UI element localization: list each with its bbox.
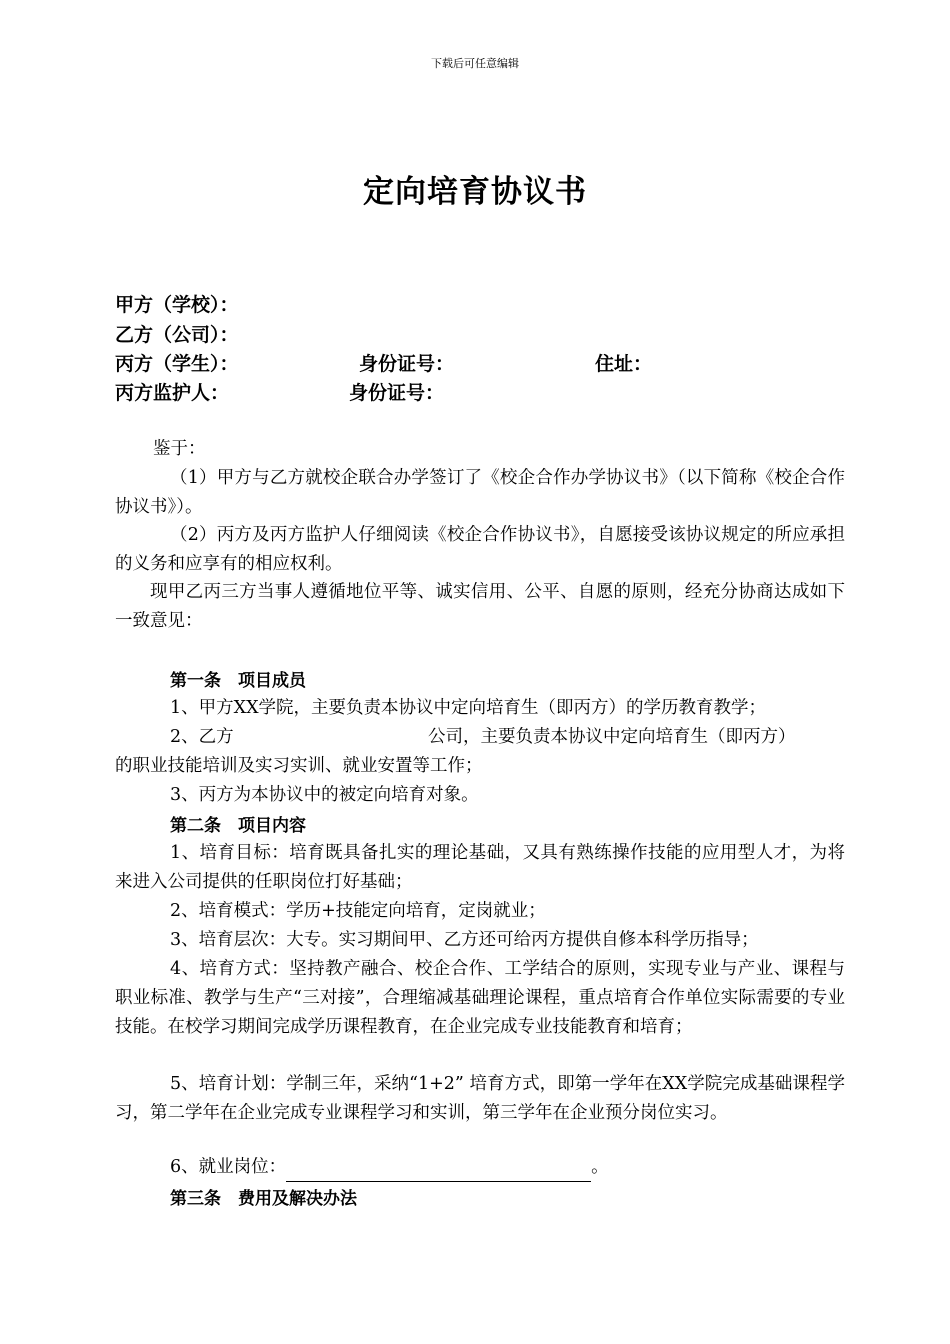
whereas-label: 鉴于：	[153, 439, 206, 459]
party-b-label: 乙方（公司）：	[115, 324, 239, 346]
employment-position-blank	[286, 1163, 591, 1182]
preamble-agreement: 现甲乙丙三方当事人遵循地位平等、诚实信用、公平、自愿的原则，经充分协商达成如下一致意见：	[115, 582, 845, 631]
guardian-label: 丙方监护人：	[115, 382, 230, 404]
party-c-address-label: 住址：	[595, 353, 653, 375]
article-2-item-4: 4、培育方式：坚持教产融合、校企合作、工学结合的原则，实现专业与产业、课程与职业标准、教学与生产“三对接”，合理缩减基础理论课程，重点培育合作单位实际需要的专业技能。在校学习期间完成学历课程教育，在企业完成专业技能教育和培育；	[115, 959, 845, 1037]
article-2-item-5: 5、培育计划：学制三年，采纳“1+2” 培育方式，即第一学年在XX学院完成基础课程学习，第二学年在企业完成专业课程学习和实训，第三学年在企业预分岗位实习。	[115, 1074, 845, 1123]
article-1-item-1: 1、甲方XX学院，主要负责本协议中定向培育生（即丙方）的学历教育教学；	[170, 698, 767, 718]
party-a-label: 甲方（学校）：	[115, 294, 239, 316]
article-1-heading: 第一条 项目成员	[170, 671, 306, 691]
article-2-item-2: 2、培育模式：学历+技能定向培育，定岗就业；	[170, 901, 546, 921]
article-1-item-2-cont: 的职业技能培训及实习实训、就业安置等工作；	[115, 756, 483, 776]
article-2-item-3: 3、培育层次：大专。实习期间甲、乙方还可给丙方提供自修本科学历指导；	[170, 930, 759, 950]
preamble-item-1: （1）甲方与乙方就校企联合办学签订了《校企合作办学协议书》（以下简称《校企合作协议书》）。	[115, 468, 845, 517]
preamble-item-2: （2）丙方及丙方监护人仔细阅读《校企合作协议书》，自愿接受该协议规定的所应承担的义务和应享有的相应权利。	[115, 525, 845, 574]
guardian-id-label: 身份证号：	[349, 382, 445, 404]
employment-position-end: 。	[591, 1157, 609, 1177]
article-2-item-1: 1、培育目标：培育既具备扎实的理论基础，又具有熟练操作技能的应用型人才，为将来进入公司提供的任职岗位打好基础；	[115, 843, 845, 892]
party-c-label: 丙方（学生）：	[115, 353, 239, 375]
article-1-item-2-start: 2、乙方	[170, 727, 234, 747]
article-2-heading: 第二条 项目内容	[170, 816, 306, 836]
article-2-item-6	[170, 1153, 609, 1182]
party-c-id-label: 身份证号：	[359, 353, 455, 375]
article-1-item-3: 3、丙方为本协议中的被定向培育对象。	[170, 785, 479, 805]
employment-position-label: 6、就业岗位：	[170, 1157, 287, 1177]
article-1-item-2-rest: 公司，主要负责本协议中定向培育生（即丙方）	[428, 727, 796, 747]
article-3-heading: 第三条 费用及解决办法	[170, 1189, 357, 1209]
document-title: 定向培育协议书	[363, 174, 587, 210]
header-note: 下载后可任意编辑	[431, 57, 519, 70]
